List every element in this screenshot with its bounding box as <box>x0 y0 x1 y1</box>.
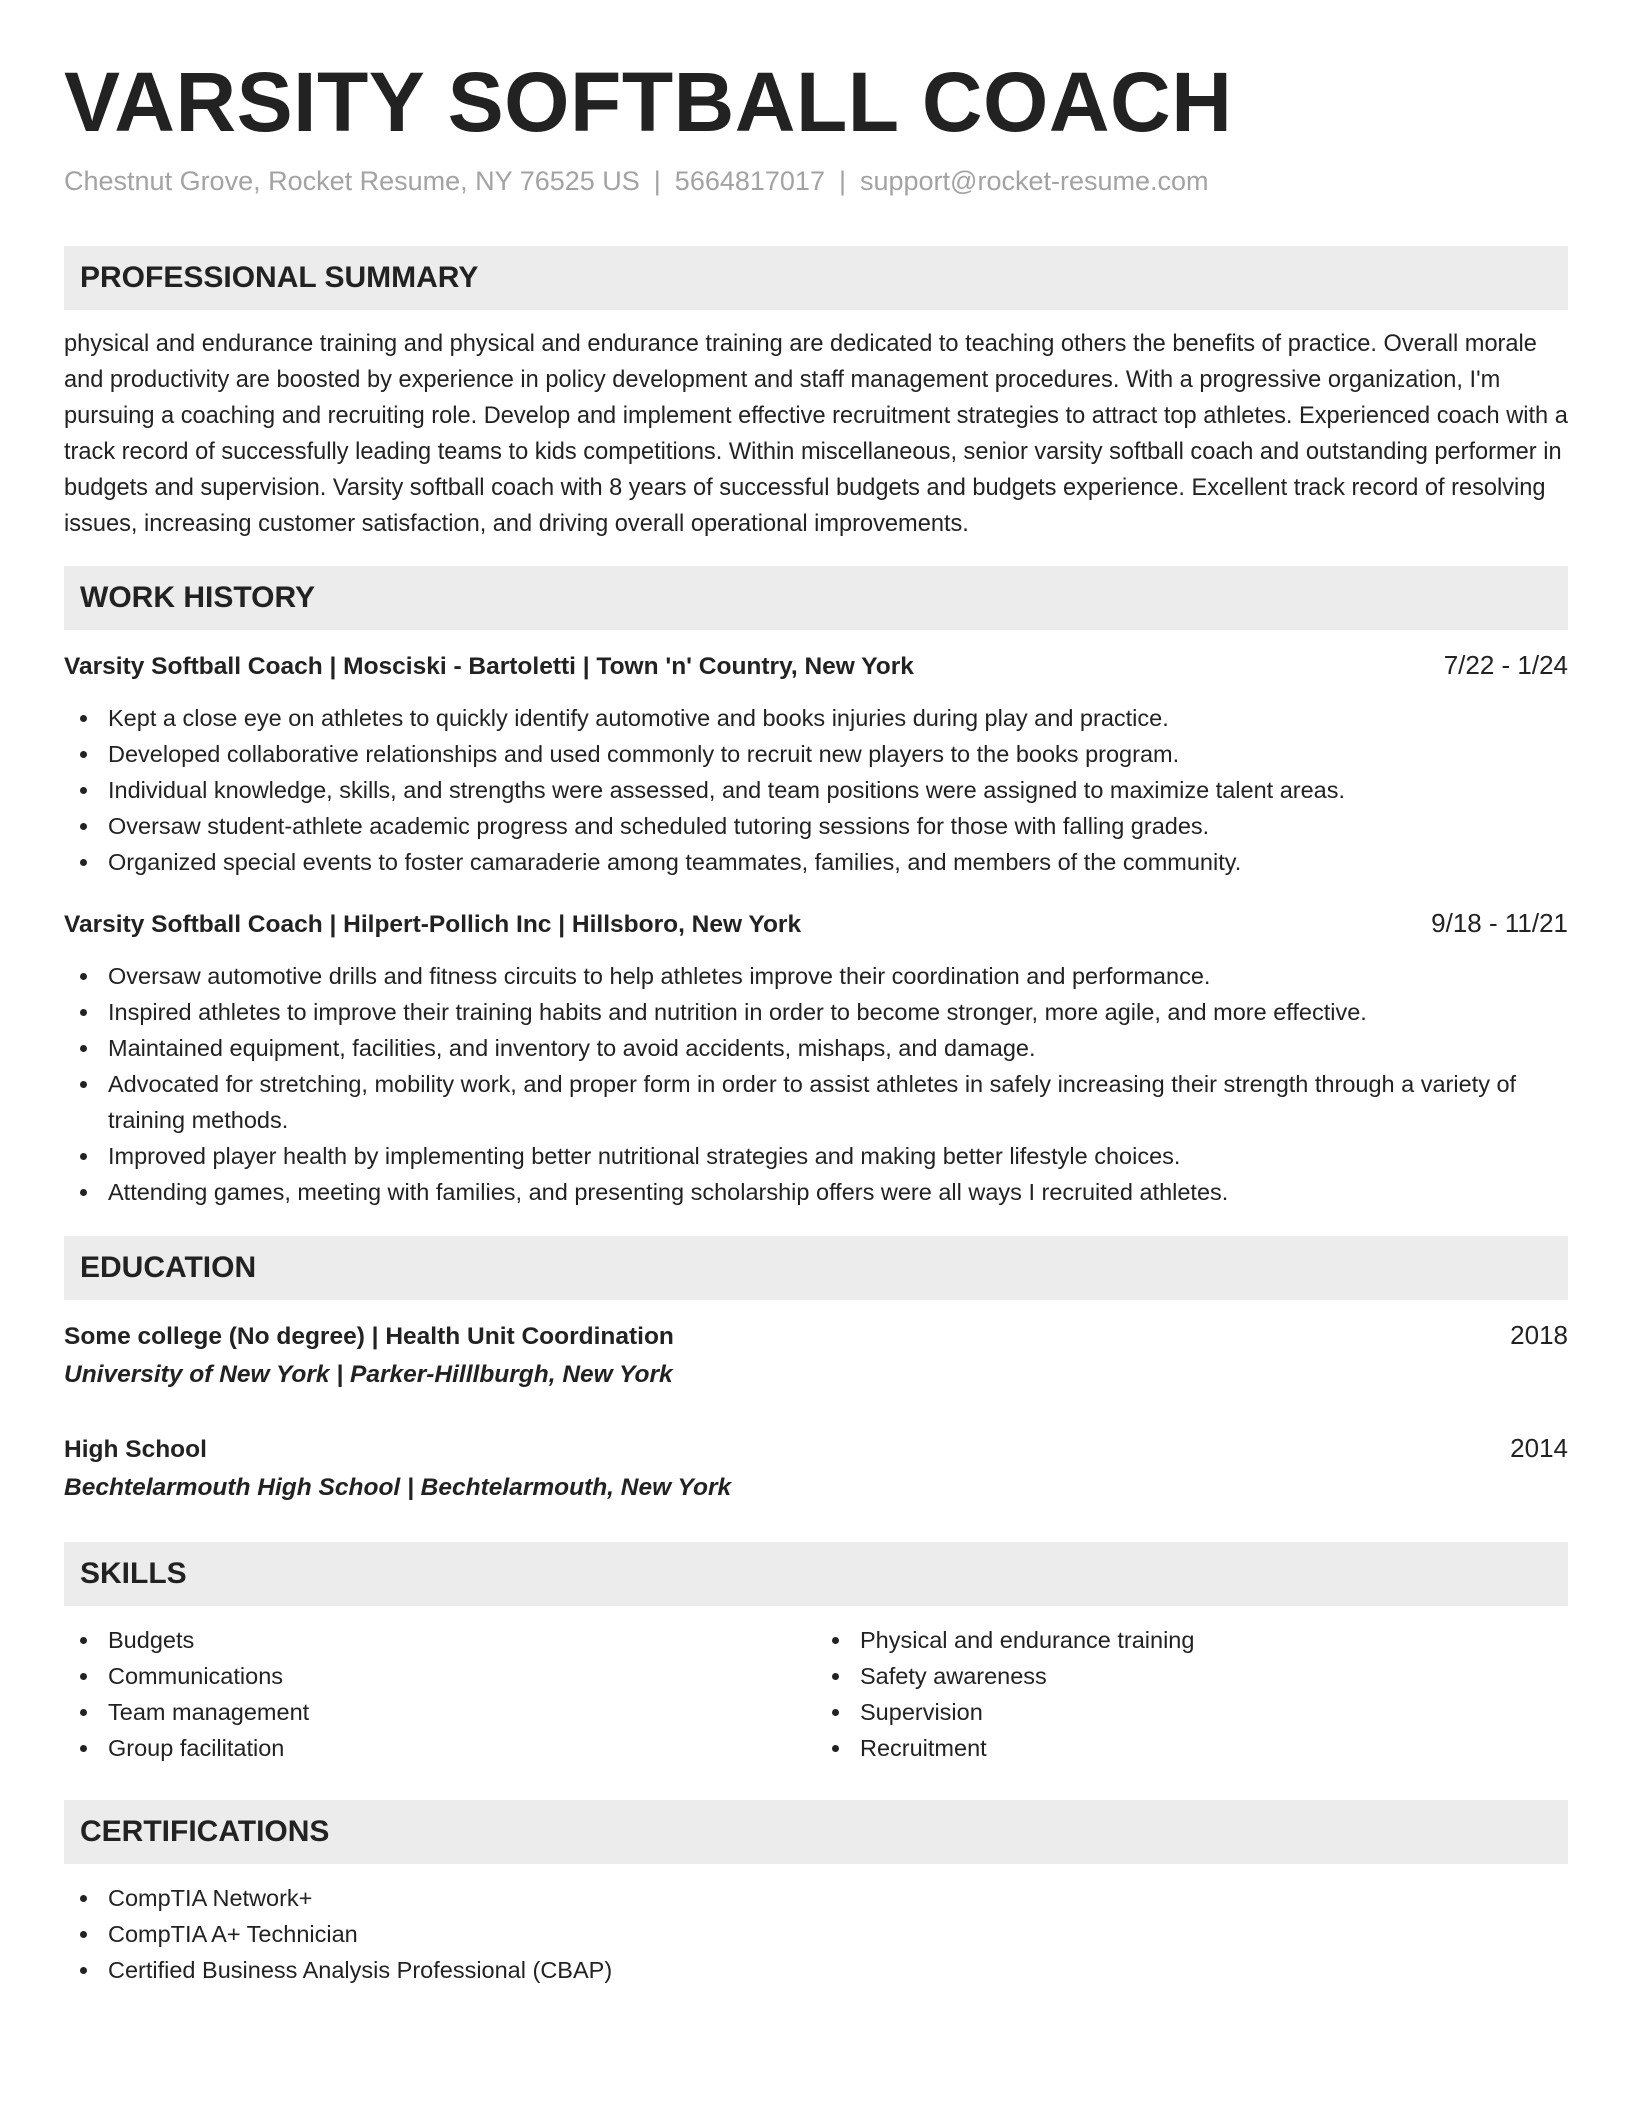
education-degree: Some college (No degree) | Health Unit Coordination <box>64 1323 674 1350</box>
section-header-education: EDUCATION <box>64 1236 1568 1300</box>
list-item: Organized special events to foster camaraderie among teammates, families, and members of the community. <box>64 844 1568 880</box>
list-item: Improved player health by implementing better nutritional strategies and making better lifestyle choices. <box>64 1138 1568 1174</box>
list-item: Safety awareness <box>816 1658 1568 1694</box>
job-title: Varsity Softball Coach | Mosciski - Bartoletti | Town 'n' Country, New York <box>64 653 914 680</box>
list-item: Supervision <box>816 1694 1568 1730</box>
list-item: Group facilitation <box>64 1730 816 1766</box>
education-header <box>64 1431 1568 1468</box>
summary-text: physical and endurance training and physical and endurance training are dedicated to teaching others the benefits of practice. Overall morale and productivity are boosted by experience in policy development and staff management procedures. With a progressive organization, I'm pursuing a coaching and recruiting role. Develop and implement effective recruitment strategies to attract top athletes. Experienced coach with a track record of successfully leading teams to kids competitions. Within miscellaneous, senior varsity softball coach and outstanding performer in budgets and supervision. Varsity softball coach with 8 years of successful budgets and budgets experience. Excellent track record of resolving issues, increasing customer satisfaction, and driving overall operational improvements. <box>64 331 1568 537</box>
job-title: Varsity Softball Coach | Hilpert-Pollich Inc | Hillsboro, New York <box>64 911 802 938</box>
job-bullets <box>64 700 1568 880</box>
list-item: Team management <box>64 1694 816 1730</box>
section-header-work-history: WORK HISTORY <box>64 566 1568 630</box>
job-entry <box>64 648 1568 880</box>
education-entry <box>64 1431 1568 1506</box>
list-item: Maintained equipment, facilities, and inventory to avoid accidents, mishaps, and damage. <box>64 1030 1568 1066</box>
contact-separator: | <box>838 166 846 196</box>
contact-phone: 5664817017 <box>674 166 825 196</box>
list-item: Budgets <box>64 1622 816 1658</box>
resume-name: VARSITY SOFTBALL COACH <box>64 55 1233 149</box>
skills-column-left <box>64 1622 816 1766</box>
education-school: University of New York | Parker-Hilllburgh, New York <box>64 1361 673 1388</box>
list-item: Physical and endurance training <box>816 1622 1568 1658</box>
section-header-certifications: CERTIFICATIONS <box>64 1800 1568 1864</box>
education-year: 2014 <box>1510 1433 1568 1463</box>
job-bullets <box>64 958 1568 1210</box>
job-header <box>64 648 1568 684</box>
list-item: Recruitment <box>816 1730 1568 1766</box>
education-header <box>64 1318 1568 1355</box>
education-year: 2018 <box>1510 1320 1568 1350</box>
list-item: Inspired athletes to improve their training habits and nutrition in order to become stronger, more agile, and more effective. <box>64 994 1568 1030</box>
list-item: Attending games, meeting with families, and presenting scholarship offers were all ways I recruited athletes. <box>64 1174 1568 1210</box>
skills-column-right <box>816 1622 1568 1766</box>
skills-bullets-left <box>64 1622 816 1766</box>
job-header <box>64 906 1568 942</box>
list-item: Oversaw student-athlete academic progress and scheduled tutoring sessions for those with falling grades. <box>64 808 1568 844</box>
list-item: Advocated for stretching, mobility work, and proper form in order to assist athletes in safely increasing their strength through a variety of training methods. <box>64 1066 1568 1138</box>
contact-separator: | <box>653 166 661 196</box>
list-item: Oversaw automotive drills and fitness circuits to help athletes improve their coordination and performance. <box>64 958 1568 994</box>
section-header-skills: SKILLS <box>64 1542 1568 1606</box>
education-school: Bechtelarmouth High School | Bechtelarmouth, New York <box>64 1474 732 1501</box>
job-dates: 9/18 - 11/21 <box>1431 908 1568 938</box>
contact-address: Chestnut Grove, Rocket Resume, NY 76525 US <box>64 166 640 196</box>
certifications-list <box>64 1880 1568 1988</box>
section-header-summary: PROFESSIONAL SUMMARY <box>64 246 1568 310</box>
list-item: Certified Business Analysis Professional (CBAP) <box>64 1952 1568 1988</box>
education-degree: High School <box>64 1436 207 1463</box>
contact-email: support@rocket-resume.com <box>859 166 1209 196</box>
job-entry <box>64 906 1568 1210</box>
list-item: Individual knowledge, skills, and strengths were assessed, and team positions were assigned to maximize talent areas. <box>64 772 1568 808</box>
list-item: Developed collaborative relationships and used commonly to recruit new players to the books program. <box>64 736 1568 772</box>
job-dates: 7/22 - 1/24 <box>1443 650 1568 680</box>
list-item: Kept a close eye on athletes to quickly identify automotive and books injuries during play and practice. <box>64 700 1568 736</box>
list-item: CompTIA A+ Technician <box>64 1916 1568 1952</box>
list-item: Communications <box>64 1658 816 1694</box>
skills-list <box>64 1622 1568 1766</box>
list-item: CompTIA Network+ <box>64 1880 1568 1916</box>
education-entry <box>64 1318 1568 1393</box>
contact-line <box>64 164 1568 198</box>
skills-bullets-right <box>816 1622 1568 1766</box>
